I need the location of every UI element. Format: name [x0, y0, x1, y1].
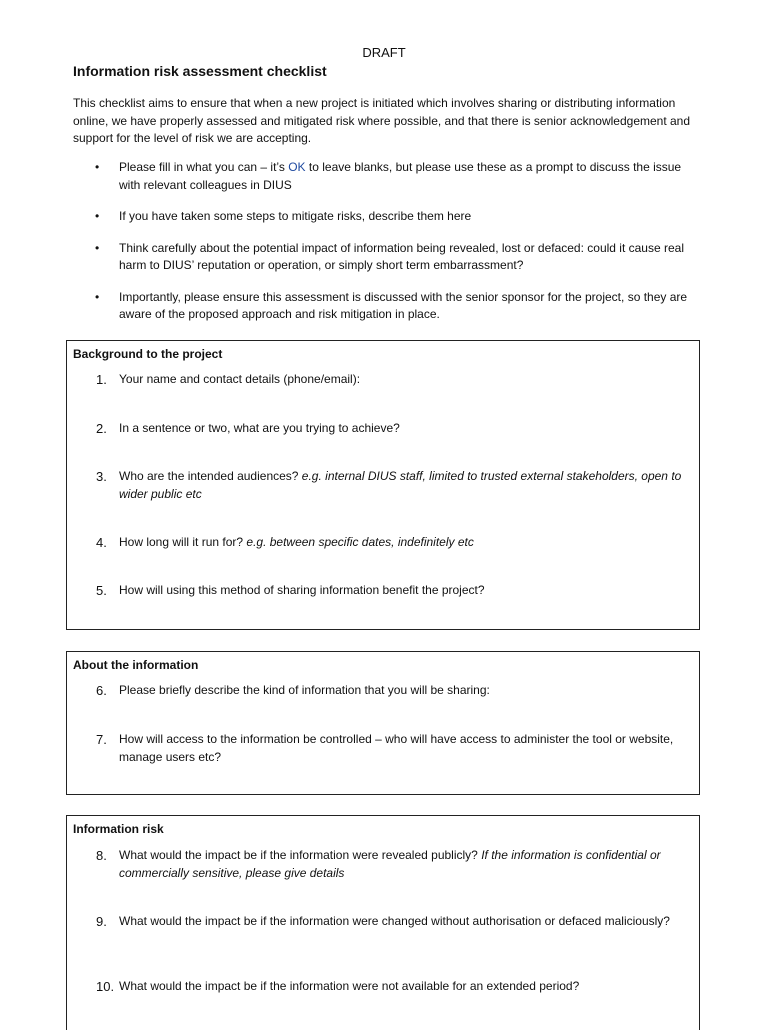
bullet-icon: • — [95, 289, 100, 304]
bullet-icon: • — [95, 240, 100, 255]
bullet-item — [73, 208, 703, 226]
section-background — [66, 340, 700, 630]
question-text: What would the impact be if the information were changed without authorisation or defaced maliciously? — [119, 914, 670, 928]
question-number: 7. — [96, 732, 107, 747]
question-number: 5. — [96, 583, 107, 598]
question-text: Who are the intended audiences? e.g. internal DIUS staff, limited to trusted external stakeholders, open to wider public etc — [119, 469, 682, 501]
document-title: Information risk assessment checklist — [73, 63, 327, 79]
question-text: How long will it run for? e.g. between specific dates, indefinitely etc — [119, 535, 474, 549]
question-number: 1. — [96, 372, 107, 387]
section-title: About the information — [73, 658, 199, 672]
bullet-icon: • — [95, 209, 100, 223]
question-text: What would the impact be if the information were revealed publicly? If the information is confidential or commercially sensitive, please give details — [119, 848, 661, 880]
question-number: 6. — [96, 683, 107, 698]
section-information-risk — [66, 815, 700, 1030]
intro-paragraph: This checklist aims to ensure that when a new project is initiated which involves sharing or distributing information online, we have properly assessed and mitigated risk where possible, and that there is senior acknowledgement and support for the level of risk we are accepting. — [73, 96, 691, 145]
bullet-text: Importantly, please ensure this assessment is discussed with the senior sponsor for the project, so they are aware of the proposed approach and risk mitigation in place. — [119, 289, 688, 321]
question-text: What would the impact be if the information were not available for an extended period? — [119, 979, 580, 993]
question-text: Your name and contact details (phone/email): — [119, 372, 361, 386]
section-title: Information risk — [73, 822, 164, 836]
question-number: 4. — [96, 535, 107, 550]
section-title: Background to the project — [73, 347, 223, 361]
question-number: 2. — [96, 421, 107, 436]
question-text: In a sentence or two, what are you trying to achieve? — [119, 421, 400, 435]
section-about-information — [66, 651, 700, 795]
bullet-item — [73, 289, 703, 324]
bullet-item — [73, 240, 703, 275]
question-text: How will access to the information be controlled – who will have access to administer the tool or website, manage users etc? — [119, 732, 674, 764]
question-number: 8. — [96, 848, 107, 863]
bullet-text: If you have taken some steps to mitigate risks, describe them here — [119, 209, 472, 223]
bullet-text: Think carefully about the potential impact of information being revealed, lost or defaced: could it cause real harm to DIUS’ reputation or operation, or simply short term embarrassment? — [119, 240, 684, 272]
draft-label: DRAFT — [362, 45, 406, 60]
question-number: 9. — [96, 914, 107, 929]
guidance-bullet-list — [73, 159, 703, 338]
bullet-text: Please fill in what you can – it’s OK to leave blanks, but please use these as a prompt to discuss the issue with relevant colleagues in DIUS — [119, 160, 682, 192]
question-text: Please briefly describe the kind of information that you will be sharing: — [119, 683, 490, 697]
question-number: 3. — [96, 469, 107, 484]
bullet-icon: • — [95, 160, 100, 174]
bullet-item — [73, 159, 703, 194]
question-text: How will using this method of sharing information benefit the project? — [119, 583, 485, 597]
question-number: 10. — [96, 979, 115, 994]
